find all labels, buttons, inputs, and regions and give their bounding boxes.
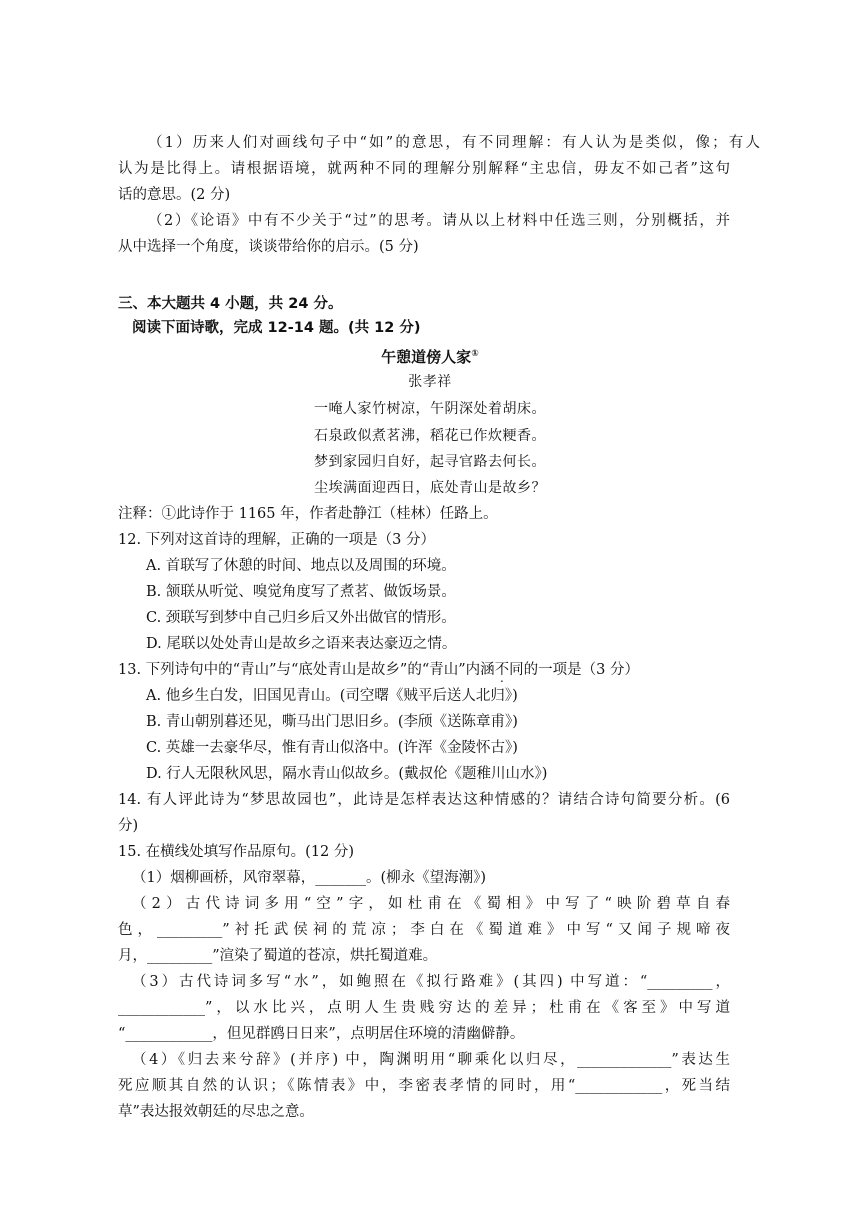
q15-stem: 15. 在横线处填写作品原句。(12 分) <box>118 844 355 860</box>
q11-part1-line3: 话的意思。(2 分) <box>118 187 231 203</box>
q13-option-a: A. 他乡生白发，旧国见青山。(司空曙《贼平后送人北归》) <box>146 688 518 704</box>
q15-sub2-line3: 月，_________”渲染了蜀道的苍凉，烘托蜀道难。 <box>118 948 438 964</box>
q11-part2-line1: （2）《论语》中有不少关于“过”的思考。请从以上材料中任选三则，分别概括，并 <box>148 213 730 229</box>
q13-stem-emphasis: 不 <box>494 662 510 678</box>
q13-option-b: B. 青山朝别暮还见，嘶马出门思旧乡。(李颀《送陈章甫》) <box>146 714 518 730</box>
q13-option-d: D. 行人无限秋风思，隔水青山似故乡。(戴叔伦《题稚川山水》) <box>146 766 548 782</box>
q11-part2-line2: 从中选择一个角度，谈谈带给你的启示。(5 分) <box>118 239 419 255</box>
q12-stem: 12. 下列对这首诗的理解，正确的一项是（3 分） <box>118 532 436 548</box>
q15-sub2-line1: （2）古代诗词多用“空”字，如杜甫在《蜀相》中写了“映阶碧草自春 <box>132 896 730 912</box>
q12-option-a: A. 首联写了休憩的时间、地点以及周围的环境。 <box>146 558 456 574</box>
q11-part1-line2: 认为是比得上。请根据语境，就两种不同的理解分别解释“主忠信，毋友不如己者”这句 <box>118 161 730 177</box>
poem-line-3: 梦到家园归自好，起寻官路去何长。 <box>314 454 546 470</box>
q13-stem-part2: 同的一项是（3 分） <box>509 662 639 678</box>
q13-option-c: C. 英雄一去豪华尽，惟有青山似洛中。(许浑《金陵怀古》) <box>146 740 518 756</box>
q12-option-b: B. 颔联从听觉、嗅觉角度写了煮茗、做饭场景。 <box>146 584 456 600</box>
section-3-heading: 三、本大题共 4 小题，共 24 分。 <box>118 296 343 312</box>
q13-stem <box>118 660 738 680</box>
poem-title-text: 午憩道傍人家 <box>381 348 472 366</box>
poem-line-2: 石泉政似煮茗沸，稻花已作炊粳香。 <box>314 428 546 444</box>
q15-sub3-line1: （3）古代诗词多写“水”，如鲍照在《拟行路难》(其四) 中写道：“_________， <box>132 974 730 990</box>
q13-stem-part1: 13. 下列诗句中的“青山”与“底处青山是故乡”的“青山”内涵 <box>118 662 495 678</box>
q14-line2: 分) <box>118 818 139 834</box>
q15-sub3-line2: ____________”，以水比兴，点明人生贵贱穷达的差异；杜甫在《客至》中写道 <box>118 1000 730 1016</box>
q12-option-c: C. 颈联写到梦中自己归乡后又外出做官的情形。 <box>146 610 456 626</box>
section-3-intro: 阅读下面诗歌，完成 12-14 题。(共 12 分) <box>132 320 421 336</box>
q15-sub4-line2: 死应顺其自然的认识；《陈情表》中，李密表孝情的同时，用“____________，死当结 <box>118 1078 730 1094</box>
q15-sub4-line3: 草”表达报效朝廷的尽忠之意。 <box>118 1104 314 1120</box>
poem-title <box>0 344 860 367</box>
q14-line1: 14. 有人评此诗为“梦思故园也”，此诗是怎样表达这种情感的？请结合诗句简要分析。(6 <box>118 792 730 808</box>
poem-note: 注释：①此诗作于 1165 年，作者赴静江（桂林）任路上。 <box>118 506 498 522</box>
poem-title-note-mark: ① <box>471 349 479 359</box>
poem-line-1: 一唵人家竹树凉，午阴深处着胡床。 <box>314 401 546 417</box>
poem-author: 张孝祥 <box>408 374 452 390</box>
q11-part1-line1: （1）历来人们对画线句子中“如”的意思，有不同理解：有人认为是类似，像；有人 <box>148 135 760 151</box>
q15-sub1: （1）烟柳画桥，风帘翠幕，_______。(柳永《望海潮》) <box>132 870 487 886</box>
poem-line-4: 尘埃满面迎西日，底处青山是故乡？ <box>314 480 546 496</box>
q15-sub4-line1: （4）《归去来兮辞》(并序) 中，陶渊明用“聊乘化以归尽，_____________”表达生 <box>132 1052 730 1068</box>
q15-sub3-line3: “____________，但见群鸥日日来”，点明居住环境的清幽僻静。 <box>118 1026 525 1042</box>
q12-option-d: D. 尾联以处处青山是故乡之语来表达豪迈之情。 <box>146 636 457 652</box>
q15-sub2-line2: 色，_________”衬托武侯祠的荒凉；李白在《蜀道难》中写“又闻子规啼夜 <box>118 922 730 938</box>
